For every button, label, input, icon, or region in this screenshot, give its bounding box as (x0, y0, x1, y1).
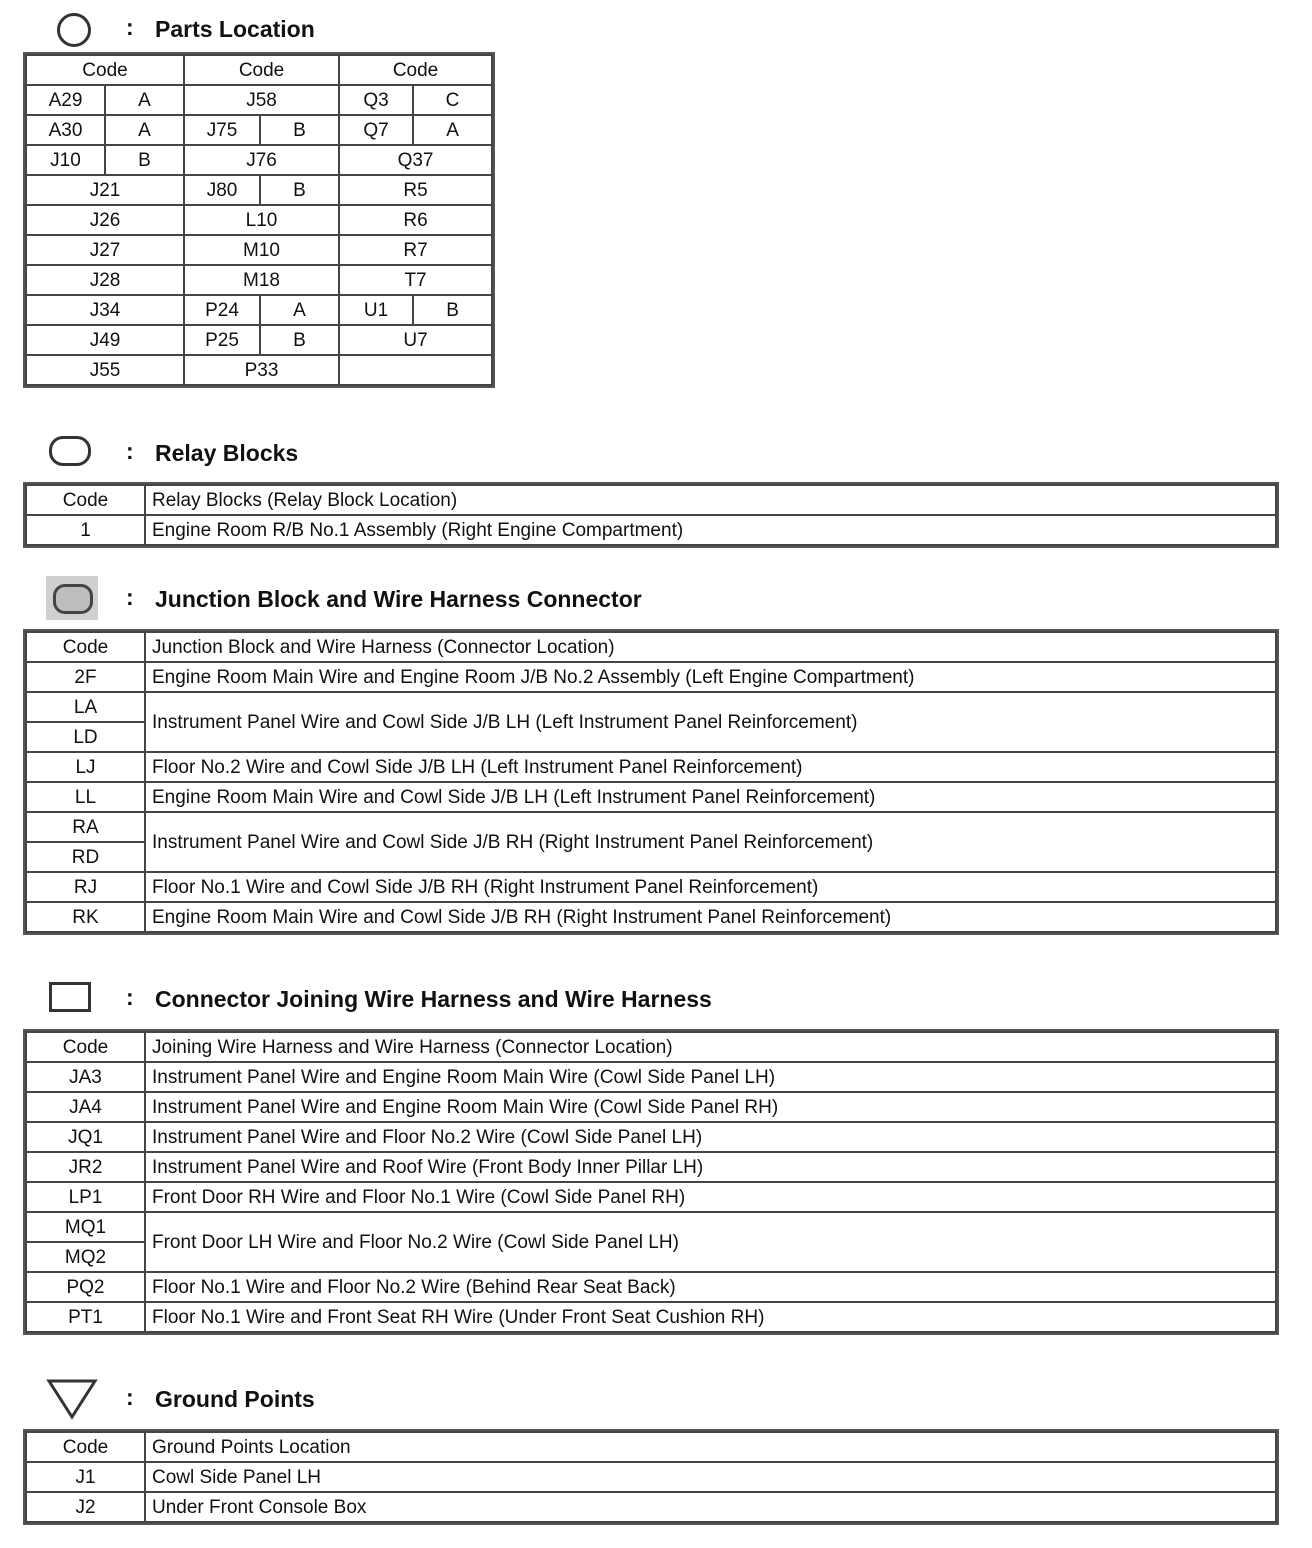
description-cell: Cowl Side Panel LH (145, 1462, 1276, 1492)
part-code: R6 (339, 205, 492, 235)
table-row (26, 692, 1276, 722)
description-cell: Instrument Panel Wire and Floor No.2 Wire (Cowl Side Panel LH) (145, 1122, 1276, 1152)
ground-points-symbol (40, 1380, 110, 1420)
ground-points-heading (40, 1380, 940, 1420)
table-row (26, 115, 492, 145)
heading-colon: : (126, 1384, 134, 1410)
ground-points-table (25, 1431, 1277, 1523)
code-cell: PT1 (26, 1302, 145, 1332)
table-header-row (26, 1032, 1276, 1062)
part-code: M18 (184, 265, 339, 295)
code-cell: JQ1 (26, 1122, 145, 1152)
code-cell: LD (26, 722, 145, 752)
connector-joining-symbol (40, 980, 110, 1020)
description-cell: Under Front Console Box (145, 1492, 1276, 1522)
description-header: Joining Wire Harness and Wire Harness (Connector Location) (145, 1032, 1276, 1062)
section-title: Ground Points (155, 1386, 315, 1412)
description-cell: Instrument Panel Wire and Cowl Side J/B RH (Right Instrument Panel Reinforcement) (145, 812, 1276, 872)
table-row (26, 205, 492, 235)
part-code: J21 (26, 175, 184, 205)
part-code: M10 (184, 235, 339, 265)
table-row (26, 1492, 1276, 1522)
code-header: Code (339, 55, 492, 85)
oval-icon (49, 436, 91, 466)
description-header: Junction Block and Wire Harness (Connector Location) (145, 632, 1276, 662)
junction-block-table (25, 631, 1277, 933)
code-cell: RK (26, 902, 145, 932)
table-row (26, 1122, 1276, 1152)
part-letter: B (260, 175, 339, 205)
part-code: R7 (339, 235, 492, 265)
description-cell: Front Door RH Wire and Floor No.1 Wire (Cowl Side Panel RH) (145, 1182, 1276, 1212)
table-row (26, 1062, 1276, 1092)
part-code: P24 (184, 295, 260, 325)
part-letter: B (413, 295, 492, 325)
heading-colon: : (126, 584, 134, 610)
part-code: P33 (184, 355, 339, 385)
description-cell: Instrument Panel Wire and Roof Wire (Front Body Inner Pillar LH) (145, 1152, 1276, 1182)
table-row (26, 355, 492, 385)
relay-blocks-table (25, 484, 1277, 546)
part-code: J76 (184, 145, 339, 175)
part-code: Q7 (339, 115, 413, 145)
shaded-oval-icon (46, 576, 98, 620)
part-letter: A (413, 115, 492, 145)
part-code: P25 (184, 325, 260, 355)
description-cell: Front Door LH Wire and Floor No.2 Wire (Cowl Side Panel LH) (145, 1212, 1276, 1272)
code-cell: LL (26, 782, 145, 812)
part-code: J28 (26, 265, 184, 295)
code-cell: JA4 (26, 1092, 145, 1122)
table-row (26, 752, 1276, 782)
table-row (26, 295, 492, 325)
code-header: Code (26, 55, 184, 85)
table-row (26, 1302, 1276, 1332)
table-row (26, 325, 492, 355)
description-cell: Instrument Panel Wire and Engine Room Main Wire (Cowl Side Panel LH) (145, 1062, 1276, 1092)
description-cell: Floor No.2 Wire and Cowl Side J/B LH (Left Instrument Panel Reinforcement) (145, 752, 1276, 782)
triangle-icon (46, 1378, 98, 1420)
table-header-row (26, 485, 1276, 515)
table-row (26, 782, 1276, 812)
parts-location-heading (40, 10, 940, 50)
code-cell: JA3 (26, 1062, 145, 1092)
section-title: Junction Block and Wire Harness Connector (155, 586, 642, 612)
part-code: L10 (184, 205, 339, 235)
section-title: Relay Blocks (155, 440, 299, 466)
connector-joining-table (25, 1031, 1277, 1333)
connector-joining-heading (40, 980, 940, 1020)
part-code: J80 (184, 175, 260, 205)
description-cell: Engine Room Main Wire and Cowl Side J/B RH (Right Instrument Panel Reinforcement) (145, 902, 1276, 932)
part-code: R5 (339, 175, 492, 205)
table-header-row (26, 1432, 1276, 1462)
part-code: J26 (26, 205, 184, 235)
code-cell: JR2 (26, 1152, 145, 1182)
circle-icon (57, 13, 91, 47)
parts-location-symbol (40, 10, 110, 50)
table-row (26, 1462, 1276, 1492)
table-header-row (26, 632, 1276, 662)
code-header: Code (26, 485, 145, 515)
table-row (26, 1212, 1276, 1242)
code-header: Code (184, 55, 339, 85)
part-letter: B (105, 145, 184, 175)
heading-colon: : (126, 14, 134, 40)
part-code: A29 (26, 85, 105, 115)
part-letter: B (260, 115, 339, 145)
code-cell: LP1 (26, 1182, 145, 1212)
table-row (26, 812, 1276, 842)
table-row (26, 515, 1276, 545)
junction-block-heading (40, 580, 940, 620)
section-title: Parts Location (155, 16, 315, 42)
code-cell: RD (26, 842, 145, 872)
code-cell: J1 (26, 1462, 145, 1492)
description-cell: Engine Room Main Wire and Engine Room J/B No.2 Assembly (Left Engine Compartment) (145, 662, 1276, 692)
part-letter: A (105, 85, 184, 115)
code-cell: 2F (26, 662, 145, 692)
junction-block-symbol (40, 580, 110, 620)
code-header: Code (26, 1032, 145, 1062)
table-row (26, 1152, 1276, 1182)
table-row (26, 85, 492, 115)
table-row (26, 235, 492, 265)
part-letter: A (260, 295, 339, 325)
heading-colon: : (126, 984, 134, 1010)
code-cell: LJ (26, 752, 145, 782)
description-cell: Engine Room Main Wire and Cowl Side J/B LH (Left Instrument Panel Reinforcement) (145, 782, 1276, 812)
part-code: J75 (184, 115, 260, 145)
code-cell: J2 (26, 1492, 145, 1522)
part-code: J49 (26, 325, 184, 355)
code-header: Code (26, 632, 145, 662)
part-code: J58 (184, 85, 339, 115)
code-cell: RA (26, 812, 145, 842)
table-row (26, 902, 1276, 932)
code-cell: PQ2 (26, 1272, 145, 1302)
part-code: J27 (26, 235, 184, 265)
part-code: J10 (26, 145, 105, 175)
table-row (26, 265, 492, 295)
part-code: U1 (339, 295, 413, 325)
description-cell: Instrument Panel Wire and Cowl Side J/B LH (Left Instrument Panel Reinforcement) (145, 692, 1276, 752)
description-cell: Engine Room R/B No.1 Assembly (Right Engine Compartment) (145, 515, 1276, 545)
part-code: J55 (26, 355, 184, 385)
parts-location-table (25, 54, 493, 386)
description-header: Relay Blocks (Relay Block Location) (145, 485, 1276, 515)
part-code: U7 (339, 325, 492, 355)
table-row (26, 1272, 1276, 1302)
code-cell: MQ2 (26, 1242, 145, 1272)
part-code: T7 (339, 265, 492, 295)
part-letter: A (105, 115, 184, 145)
description-header: Ground Points Location (145, 1432, 1276, 1462)
code-cell: MQ1 (26, 1212, 145, 1242)
table-row (26, 872, 1276, 902)
code-header: Code (26, 1432, 145, 1462)
table-row (26, 145, 492, 175)
part-code: Q37 (339, 145, 492, 175)
heading-colon: : (126, 438, 134, 464)
relay-blocks-symbol (40, 434, 110, 474)
section-title: Connector Joining Wire Harness and Wire Harness (155, 986, 712, 1012)
description-cell: Floor No.1 Wire and Front Seat RH Wire (Under Front Seat Cushion RH) (145, 1302, 1276, 1332)
part-letter: C (413, 85, 492, 115)
code-cell: 1 (26, 515, 145, 545)
code-cell: LA (26, 692, 145, 722)
table-row (26, 662, 1276, 692)
table-row (26, 1182, 1276, 1212)
table-row (26, 1092, 1276, 1122)
relay-blocks-heading (40, 434, 940, 474)
table-row (26, 175, 492, 205)
table-header-row (26, 55, 492, 85)
part-letter: B (260, 325, 339, 355)
code-cell: RJ (26, 872, 145, 902)
empty-cell (339, 355, 492, 385)
part-code: J34 (26, 295, 184, 325)
description-cell: Instrument Panel Wire and Engine Room Main Wire (Cowl Side Panel RH) (145, 1092, 1276, 1122)
part-code: A30 (26, 115, 105, 145)
description-cell: Floor No.1 Wire and Floor No.2 Wire (Behind Rear Seat Back) (145, 1272, 1276, 1302)
part-code: Q3 (339, 85, 413, 115)
description-cell: Floor No.1 Wire and Cowl Side J/B RH (Right Instrument Panel Reinforcement) (145, 872, 1276, 902)
rectangle-icon (49, 982, 91, 1012)
